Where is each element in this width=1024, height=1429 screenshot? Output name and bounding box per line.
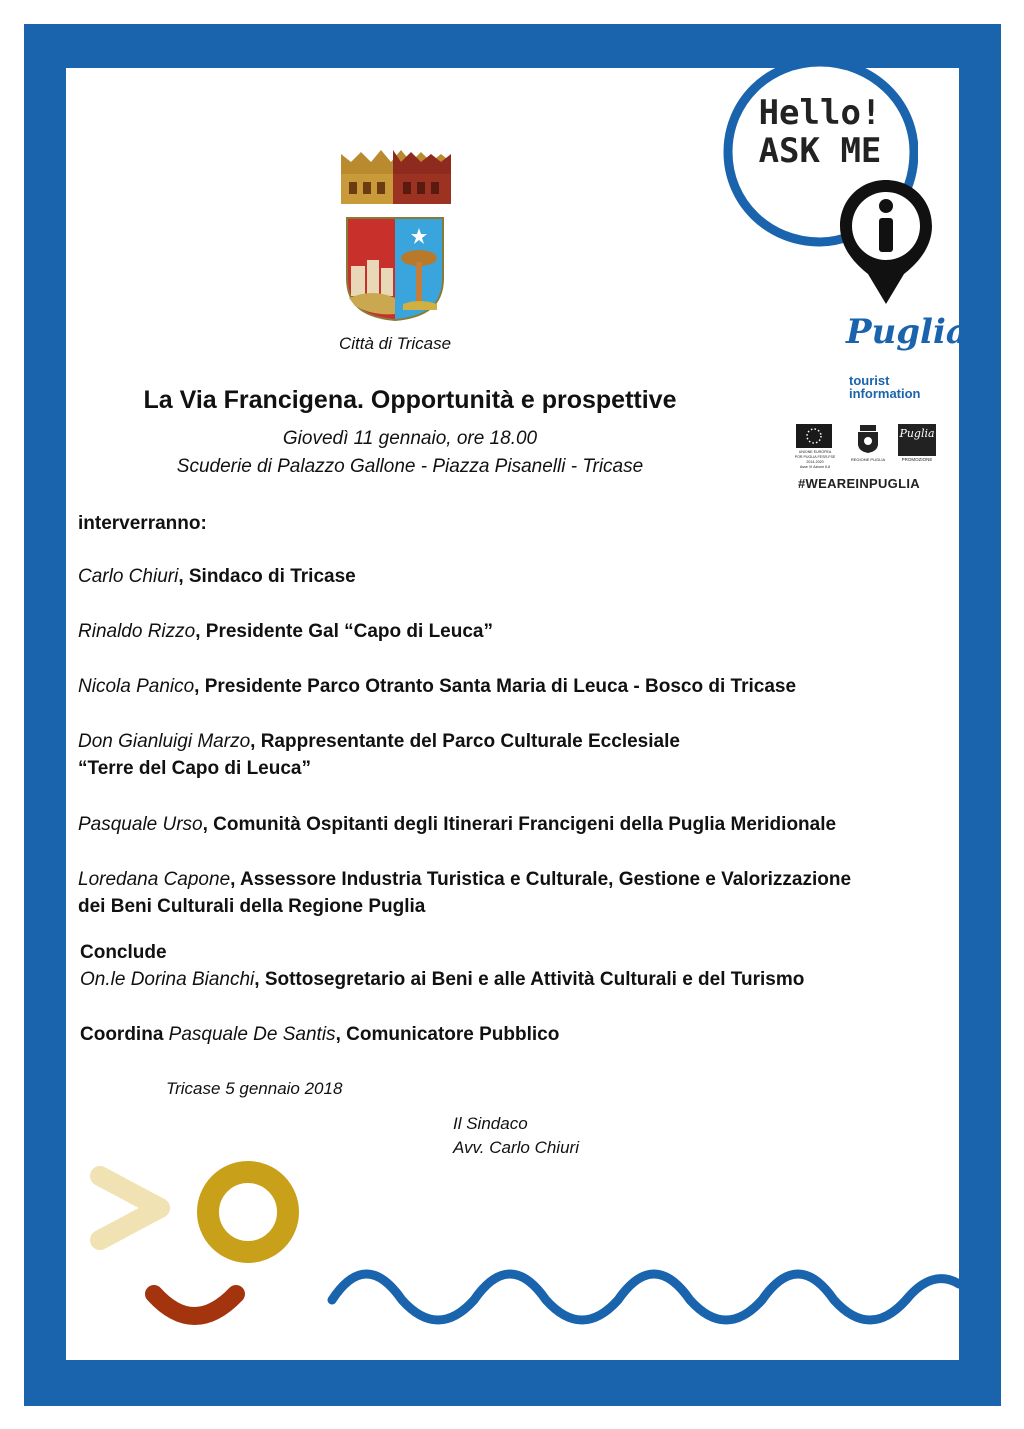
conclusion-name: On.le Dorina Bianchi (80, 969, 255, 990)
regione-puglia-crest-icon (854, 424, 882, 454)
speaker-row (78, 811, 948, 838)
speaker-row (78, 673, 948, 700)
speaker-name: Pasquale Urso (78, 814, 203, 835)
speakers-intro: interverranno: (78, 513, 207, 534)
conclusion-block (80, 939, 950, 993)
eu-caption-4: Asse VI Azione 6.8 (799, 465, 831, 469)
speaker-role: , Sindaco di Tricase (178, 566, 356, 587)
puglia-promozione-logo: Puglia (898, 424, 936, 456)
speaker-name: Carlo Chiuri (78, 566, 179, 587)
place-date: Tricase 5 gennaio 2018 (166, 1079, 343, 1098)
coordination-role: , Comunicatore Pubblico (335, 1024, 560, 1045)
speaker-name: Rinaldo Rizzo (78, 621, 196, 642)
conclusion-label: Conclude (80, 942, 167, 963)
tricase-coat-of-arms (333, 148, 459, 326)
speaker-name: Nicola Panico (78, 676, 195, 697)
svg-text:Hello!: Hello! (758, 93, 882, 133)
signature-name: Avv. Carlo Chiuri (453, 1138, 579, 1157)
eu-flag-icon (796, 424, 832, 448)
promozione-caption: PROMOZIONE (901, 457, 933, 462)
speaker-role: , Rappresentante del Parco Culturale Ecclesiale (250, 731, 680, 752)
speaker-row (78, 563, 948, 590)
speaker-name: Loredana Capone (78, 869, 231, 890)
hashtag: #WEAREINPUGLIA (798, 476, 920, 491)
conclusion-role: , Sottosegretario ai Beni e alle Attività Culturali e del Turismo (254, 969, 805, 990)
speaker-role: , Presidente Gal “Capo di Leuca” (195, 621, 493, 642)
eu-caption-2: POR PUGLIA FESR-FSE (794, 455, 836, 459)
regione-caption: REGIONE PUGLIA (850, 457, 886, 462)
speaker-name: Don Gianluigi Marzo (78, 731, 251, 752)
speaker-role-continued: dei Beni Culturali della Regione Puglia (78, 896, 426, 917)
wave-decoration (326, 1244, 959, 1344)
signature-title: Il Sindaco (453, 1114, 528, 1133)
event-venue: Scuderie di Palazzo Gallone - Piazza Pisanelli - Tricase (176, 456, 644, 477)
svg-text:ASK ME: ASK ME (758, 131, 882, 171)
speaker-row (78, 866, 948, 920)
smiley-decoration (84, 1156, 314, 1336)
puglia-logo: Puglia (846, 312, 968, 352)
event-date: Giovedì 11 gennaio, ore 18.00 (282, 428, 538, 449)
eu-caption-1: UNIONE EUROPEA (798, 450, 832, 454)
speaker-role: , Assessore Industria Turistica e Culturale, Gestione e Valorizzazione (230, 869, 852, 890)
speaker-role: , Comunità Ospitanti degli Itinerari Francigeni della Puglia Meridionale (202, 814, 837, 835)
city-name: Città di Tricase (338, 334, 452, 353)
speaker-role: , Presidente Parco Otranto Santa Maria di Leuca - Bosco di Tricase (194, 676, 797, 697)
coordination-row (80, 1021, 950, 1048)
info-icon (834, 176, 938, 308)
speaker-row (78, 618, 948, 645)
eu-caption (792, 450, 838, 470)
event-title: La Via Francigena. Opportunità e prospettive (143, 386, 677, 414)
information-label: information (849, 386, 921, 401)
coordination-name: Pasquale De Santis (168, 1024, 336, 1045)
speaker-row (78, 728, 948, 782)
speaker-role-continued: “Terre del Capo di Leuca” (78, 758, 311, 779)
tourist-label: tourist (849, 373, 890, 388)
eu-caption-3: 2014-2020 (806, 460, 824, 464)
coordination-label: Coordina (80, 1024, 169, 1045)
